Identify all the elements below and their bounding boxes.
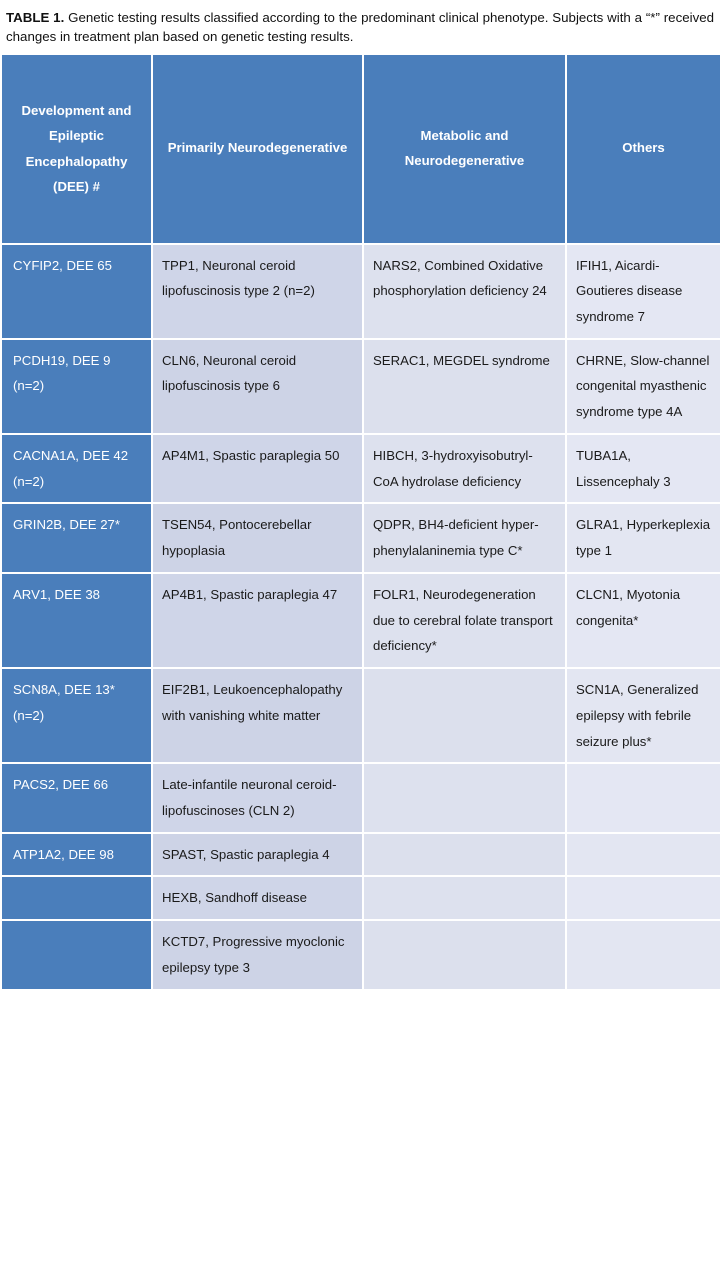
- table-row: [1, 503, 720, 572]
- cell-others: GLRA1, Hyperkeplexia type 1: [566, 503, 720, 572]
- caption-text: Genetic testing results classified according to the predominant clinical phenotype. Subjects with a “*” received changes in treatment plan based on genetic testing results.: [6, 10, 715, 45]
- genetic-results-table: [0, 53, 720, 991]
- header-row: [1, 54, 720, 244]
- table-row: [1, 434, 720, 503]
- cell-others: [566, 876, 720, 920]
- table-row: [1, 876, 720, 920]
- column-header-dee: Development and Epileptic Encephalopathy (DEE) #: [1, 54, 152, 244]
- column-header-others: Others: [566, 54, 720, 244]
- table-row: [1, 763, 720, 832]
- column-header-primarily-neurodegenerative: Primarily Neurodegenerative: [152, 54, 363, 244]
- column-header-metabolic-and-neurodegenerative: Metabolic and Neurodegenerative: [363, 54, 566, 244]
- cell-metabolic: [363, 668, 566, 763]
- table-row: [1, 339, 720, 434]
- cell-others: [566, 763, 720, 832]
- cell-metabolic: FOLR1, Neurodegeneration due to cerebral folate transport deficiency*: [363, 573, 566, 668]
- cell-dee: [1, 876, 152, 920]
- table-row: [1, 920, 720, 989]
- cell-metabolic: [363, 920, 566, 989]
- cell-metabolic: [363, 833, 566, 877]
- cell-others: [566, 920, 720, 989]
- cell-dee: PACS2, DEE 66: [1, 763, 152, 832]
- table-body: [1, 244, 720, 990]
- cell-others: TUBA1A, Lissencephaly 3: [566, 434, 720, 503]
- cell-metabolic: [363, 763, 566, 832]
- cell-dee: ARV1, DEE 38: [1, 573, 152, 668]
- cell-neurodegenerative: AP4M1, Spastic paraplegia 50: [152, 434, 363, 503]
- cell-neurodegenerative: KCTD7, Progressive myoclonic epilepsy type 3: [152, 920, 363, 989]
- cell-neurodegenerative: EIF2B1, Leukoencephalopathy with vanishing white matter: [152, 668, 363, 763]
- cell-metabolic: QDPR, BH4-deficient hyper-phenylalaninemia type C*: [363, 503, 566, 572]
- cell-neurodegenerative: TPP1, Neuronal ceroid lipofuscinosis type 2 (n=2): [152, 244, 363, 339]
- cell-metabolic: [363, 876, 566, 920]
- cell-others: CHRNE, Slow-channel congenital myasthenic syndrome type 4A: [566, 339, 720, 434]
- cell-dee: [1, 920, 152, 989]
- cell-dee: GRIN2B, DEE 27*: [1, 503, 152, 572]
- caption-label: TABLE 1.: [6, 10, 65, 25]
- table-row: [1, 573, 720, 668]
- cell-others: CLCN1, Myotonia congenita*: [566, 573, 720, 668]
- cell-others: SCN1A, Generalized epilepsy with febrile seizure plus*: [566, 668, 720, 763]
- table-caption: [0, 0, 720, 53]
- cell-neurodegenerative: Late-infantile neuronal ceroid-lipofuscinoses (CLN 2): [152, 763, 363, 832]
- cell-others: IFIH1, Aicardi-Goutieres disease syndrome 7: [566, 244, 720, 339]
- cell-neurodegenerative: CLN6, Neuronal ceroid lipofuscinosis type 6: [152, 339, 363, 434]
- table-header: [1, 54, 720, 244]
- cell-neurodegenerative: HEXB, Sandhoff disease: [152, 876, 363, 920]
- cell-neurodegenerative: AP4B1, Spastic paraplegia 47: [152, 573, 363, 668]
- cell-dee: SCN8A, DEE 13* (n=2): [1, 668, 152, 763]
- cell-neurodegenerative: SPAST, Spastic paraplegia 4: [152, 833, 363, 877]
- cell-metabolic: HIBCH, 3-hydroxyisobutryl-CoA hydrolase deficiency: [363, 434, 566, 503]
- cell-dee: CYFIP2, DEE 65: [1, 244, 152, 339]
- cell-metabolic: NARS2, Combined Oxidative phosphorylation deficiency 24: [363, 244, 566, 339]
- cell-metabolic: SERAC1, MEGDEL syndrome: [363, 339, 566, 434]
- cell-dee: CACNA1A, DEE 42 (n=2): [1, 434, 152, 503]
- table-row: [1, 833, 720, 877]
- table-row: [1, 244, 720, 339]
- cell-neurodegenerative: TSEN54, Pontocerebellar hypoplasia: [152, 503, 363, 572]
- cell-others: [566, 833, 720, 877]
- table-row: [1, 668, 720, 763]
- cell-dee: PCDH19, DEE 9 (n=2): [1, 339, 152, 434]
- cell-dee: ATP1A2, DEE 98: [1, 833, 152, 877]
